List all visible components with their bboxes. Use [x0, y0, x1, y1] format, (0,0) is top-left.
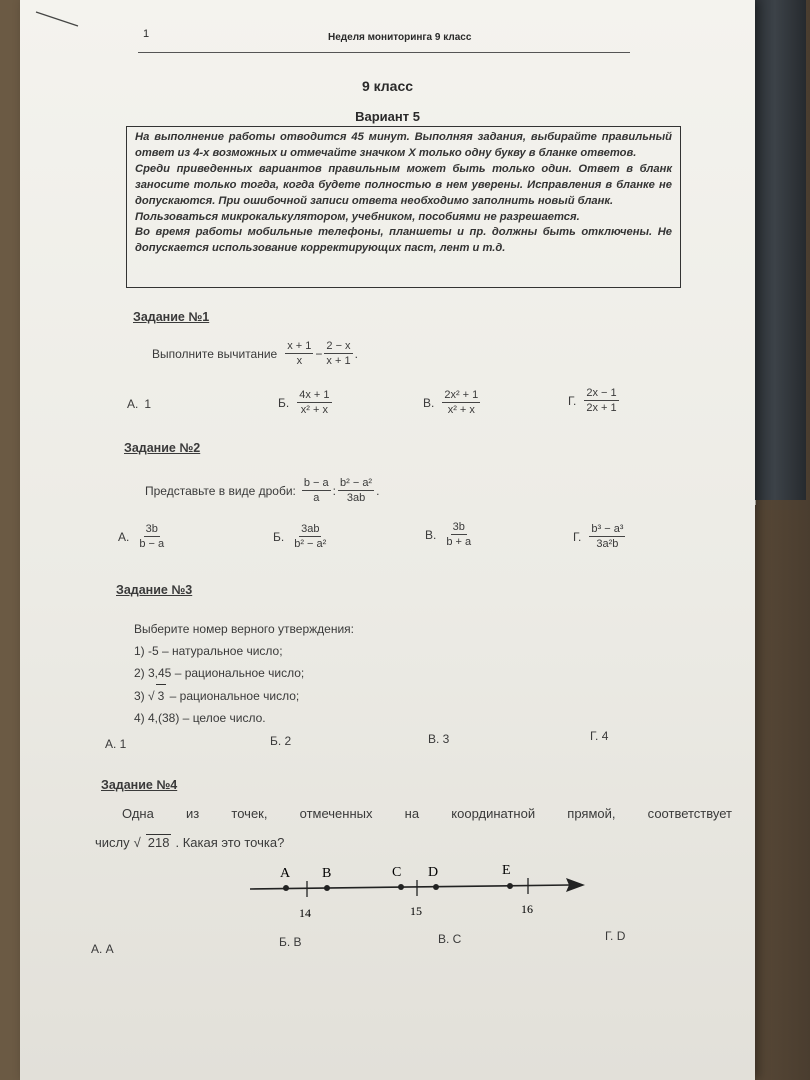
pen-mark: [30, 6, 90, 30]
option-label: В.: [425, 527, 437, 542]
option-fraction: [442, 388, 480, 417]
task2-fraction-2: [338, 476, 374, 505]
option-fraction: [297, 388, 331, 417]
statement-1: 1) -5 – натуральное число;: [134, 644, 283, 658]
denominator: x: [296, 355, 303, 367]
task3-option-b[interactable]: Б. 2: [270, 734, 292, 748]
period: .: [354, 346, 358, 361]
numerator: b³ − a³: [591, 523, 624, 535]
numerator: 3b: [452, 521, 465, 533]
denominator: b² − a²: [294, 538, 327, 550]
task1-option-d[interactable]: [568, 386, 621, 415]
denominator: b − a: [139, 538, 165, 550]
task3-option-d[interactable]: Г. 4: [590, 729, 609, 743]
instructions-box: [126, 126, 681, 288]
task4-line-1: Одна из точек, отмеченных на координатной прямой, соответствует: [122, 806, 732, 821]
instruction-paragraph: Среди приведенных вариантов правильным может быть только один. Ответ в бланк заносите только тогда, когда будете полностью в нем уверены. Исправления в бланке не допускаются. При ошибочной записи ответа необходимо заполнить новый бланк.: [135, 162, 672, 207]
denominator: 3ab: [346, 492, 366, 504]
statement-number: 3): [134, 689, 145, 703]
task2-option-c[interactable]: [425, 520, 475, 549]
denominator: x² + x: [447, 404, 475, 416]
axis-line: [250, 885, 570, 889]
header-title: Неделя мониторинга 9 класс: [328, 32, 472, 43]
numerator: 4x + 1: [299, 389, 330, 401]
text-fragment: . Какая это точка?: [175, 834, 285, 850]
point-label-d: D: [428, 865, 439, 880]
task4-option-b[interactable]: Б. В: [279, 935, 302, 949]
denominator: x + 1: [326, 355, 351, 367]
task4-option-a[interactable]: А. А: [91, 942, 114, 956]
option-label: Г.: [573, 529, 582, 544]
task2-option-a[interactable]: [118, 522, 168, 551]
option-label: Б.: [273, 529, 285, 544]
number-line: [240, 855, 600, 925]
grade-title: 9 класс: [361, 78, 414, 94]
denominator: b + a: [446, 536, 472, 548]
point-e: [507, 883, 513, 889]
denominator: x² + x: [300, 404, 328, 416]
task3-body: [134, 618, 354, 729]
numerator: x + 1: [287, 340, 312, 352]
task1-option-b[interactable]: [278, 388, 334, 417]
option-label: В.: [423, 395, 435, 410]
division-sign: :: [332, 483, 336, 498]
task2-option-b[interactable]: [273, 522, 330, 551]
option-fraction: [444, 520, 473, 549]
point-c: [398, 884, 404, 890]
numerator: b − a: [303, 477, 329, 489]
point-d: [433, 884, 439, 890]
option-label: Б.: [278, 395, 290, 410]
task3-option-a[interactable]: А. 1: [105, 737, 127, 751]
radicand: 218: [147, 835, 170, 850]
task4-option-d[interactable]: Г. D: [605, 929, 626, 943]
statement-text: – рациональное число;: [169, 689, 300, 703]
numerator: b² − a²: [340, 477, 373, 489]
sqrt-icon: √: [133, 834, 141, 850]
option-label: А.: [127, 397, 139, 411]
numerator: 2x − 1: [586, 387, 617, 399]
statement-4: 4) 4,(38) – целое число.: [134, 711, 266, 725]
denominator: 2x + 1: [586, 402, 617, 414]
statement-3: [134, 684, 354, 707]
statement-2: 2) 3,45 – рациональное число;: [134, 666, 305, 680]
radicand: 3: [156, 684, 167, 707]
variant-title: Вариант 5: [355, 109, 420, 124]
task1-prompt-row: [152, 339, 358, 368]
point-label-b: B: [322, 866, 332, 881]
option-label: Г.: [568, 393, 577, 408]
task3-prompt: Выберите номер верного утверждения:: [134, 622, 354, 636]
point-b: [324, 885, 330, 891]
point-label-c: C: [392, 865, 402, 880]
task1-prompt: Выполните вычитание: [152, 346, 278, 361]
task1-fraction-2: [324, 339, 352, 368]
option-fraction: [584, 386, 618, 415]
instruction-paragraph: Во время работы мобильные телефоны, планшеты и пр. должны быть отключены. Не допускается использование корректирующих паст, лент и т.д.: [135, 226, 672, 255]
tick-label-15: 15: [410, 904, 422, 918]
point-label-e: E: [502, 863, 511, 878]
tick-label-16: 16: [521, 902, 533, 916]
instruction-paragraph: Пользоваться микрокалькулятором, учебником, пособиями не разрешается.: [135, 210, 580, 223]
task2-prompt: Представьте в виде дроби:: [145, 483, 296, 498]
task1-option-a[interactable]: [127, 397, 151, 411]
option-fraction: [589, 522, 625, 551]
instruction-paragraph: На выполнение работы отводится 45 минут. Выполняя задания, выбирайте правильный ответ из 4-х возможных и отмечайте значком Х только одну букву в бланке ответов.: [135, 131, 672, 159]
option-fraction: [292, 522, 328, 551]
option-value: 1: [144, 397, 152, 411]
text-fragment: числу: [95, 834, 130, 850]
denominator: a: [313, 492, 320, 504]
sqrt-icon: √: [148, 689, 155, 703]
task4-title: Задание №4: [101, 778, 178, 792]
point-a: [283, 885, 289, 891]
task3-title: Задание №3: [116, 583, 193, 597]
task2-option-d[interactable]: [573, 522, 627, 551]
worksheet-page: [20, 0, 755, 1080]
tick-label-14: 14: [299, 906, 311, 920]
option-fraction: [137, 522, 166, 551]
numerator: 3b: [145, 523, 158, 535]
task1-option-c[interactable]: [423, 388, 482, 417]
task3-option-c[interactable]: В. 3: [428, 732, 450, 746]
book-cover: [752, 0, 806, 500]
numerator: 2 − x: [326, 340, 351, 352]
page-number: 1: [143, 28, 150, 40]
header-divider: [138, 52, 630, 53]
numerator: 3ab: [301, 523, 320, 535]
denominator: 3a²b: [596, 538, 619, 550]
period: .: [376, 483, 380, 498]
option-label: А.: [118, 529, 130, 544]
task1-fraction-1: [285, 339, 313, 368]
task2-fraction-1: [302, 476, 331, 505]
task4-option-c[interactable]: В. С: [438, 932, 462, 946]
task1-title: Задание №1: [133, 310, 210, 324]
task4-line-2: [95, 834, 284, 850]
task2-prompt-row: [145, 476, 379, 505]
point-label-a: A: [280, 866, 291, 881]
task2-title: Задание №2: [124, 441, 201, 455]
numerator: 2x² + 1: [444, 389, 479, 401]
minus-sign: −: [315, 346, 323, 361]
